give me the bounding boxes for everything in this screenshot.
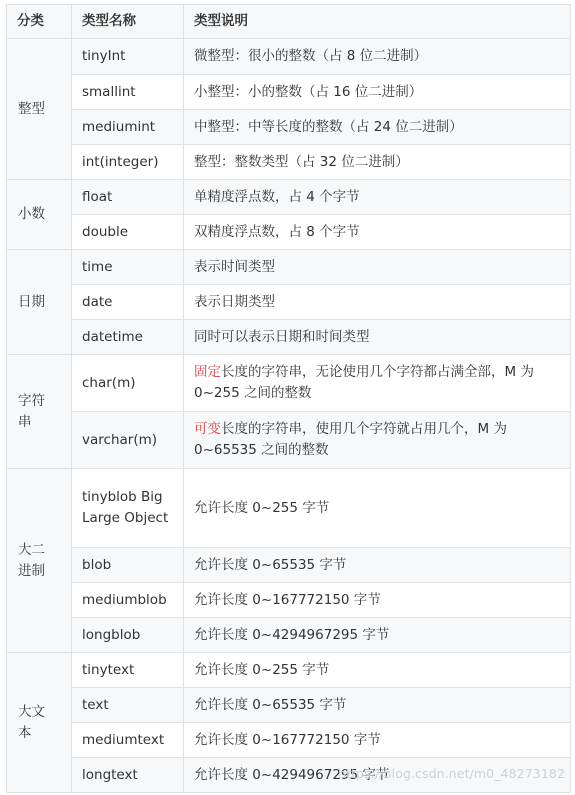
type-desc-cell: 双精度浮点数，占 8 个字节 <box>184 215 571 250</box>
type-desc-cell: 允许长度 0~65535 字节 <box>184 548 571 583</box>
type-desc-cell: 中整型：中等长度的整数（占 24 位二进制） <box>184 110 571 145</box>
table-row <box>7 618 571 653</box>
type-desc-cell: 表示时间类型 <box>184 250 571 285</box>
table-row <box>7 412 571 469</box>
type-desc-cell: 允许长度 0~167772150 字节 <box>184 723 571 758</box>
type-name-cell: int(integer) <box>72 145 184 180</box>
type-desc-cell: 同时可以表示日期和时间类型 <box>184 320 571 355</box>
type-name-cell: date <box>72 285 184 320</box>
type-desc-cell: 允许长度 0~65535 字节 <box>184 688 571 723</box>
type-name-cell: blob <box>72 548 184 583</box>
desc-text: 长度的字符串，使用几个字符就占用几个，M 为 0~65535 之间的整数 <box>194 421 507 458</box>
type-desc-cell <box>184 412 571 469</box>
type-name-cell: smallint <box>72 75 184 110</box>
table-row <box>7 723 571 758</box>
type-name-cell: double <box>72 215 184 250</box>
type-name-cell: float <box>72 180 184 215</box>
type-name-cell: text <box>72 688 184 723</box>
category-cell: 大文本 <box>7 653 72 793</box>
table-row <box>7 110 571 145</box>
highlight-text: 可变 <box>194 421 221 437</box>
category-cell: 小数 <box>7 180 72 250</box>
table-row <box>7 653 571 688</box>
type-desc-cell: 小整型：小的整数（占 16 位二进制） <box>184 75 571 110</box>
desc-text: 长度的字符串，无论使用几个字符都占满全部，M 为 0~255 之间的整数 <box>194 364 534 401</box>
type-desc-cell: 允许长度 0~167772150 字节 <box>184 583 571 618</box>
category-cell: 日期 <box>7 250 72 355</box>
category-cell: 整型 <box>7 39 72 180</box>
table-row <box>7 180 571 215</box>
header-type-desc: 类型说明 <box>184 5 571 39</box>
table-row <box>7 469 571 548</box>
type-name-cell: mediumtext <box>72 723 184 758</box>
watermark: https://blog.csdn.net/m0_48273182 <box>337 766 565 781</box>
table-row <box>7 215 571 250</box>
table-row <box>7 285 571 320</box>
type-name-cell: mediumblob <box>72 583 184 618</box>
table-row <box>7 39 571 75</box>
table-row <box>7 548 571 583</box>
category-cell: 字符串 <box>7 355 72 469</box>
type-name-cell: longblob <box>72 618 184 653</box>
type-desc-cell <box>184 355 571 412</box>
highlight-text: 固定 <box>194 364 221 380</box>
type-desc-cell: 允许长度 0~255 字节 <box>184 469 571 548</box>
type-desc-cell: 表示日期类型 <box>184 285 571 320</box>
type-name-cell: tinyblob Big Large Object <box>72 469 184 548</box>
data-types-table <box>6 4 571 793</box>
header-type-name: 类型名称 <box>72 5 184 39</box>
type-desc-cell: 允许长度 0~255 字节 <box>184 653 571 688</box>
table-row <box>7 688 571 723</box>
type-desc-cell: 单精度浮点数，占 4 个字节 <box>184 180 571 215</box>
table-row <box>7 145 571 180</box>
header-category: 分类 <box>7 5 72 39</box>
type-name-cell: tinyInt <box>72 39 184 75</box>
type-desc-cell: 整型：整数类型（占 32 位二进制） <box>184 145 571 180</box>
category-cell: 大二进制 <box>7 469 72 653</box>
type-name-cell: longtext <box>72 758 184 793</box>
table-row <box>7 320 571 355</box>
type-name-cell: time <box>72 250 184 285</box>
type-desc-cell: 允许长度 0~4294967295 字节 <box>184 758 571 793</box>
table-row <box>7 583 571 618</box>
type-name-cell: tinytext <box>72 653 184 688</box>
type-name-cell: mediumint <box>72 110 184 145</box>
type-name-cell: datetime <box>72 320 184 355</box>
type-desc-cell: 微整型：很小的整数（占 8 位二进制） <box>184 39 571 75</box>
type-name-cell: char(m) <box>72 355 184 412</box>
table-row <box>7 355 571 412</box>
table-row <box>7 75 571 110</box>
header-row <box>7 5 571 39</box>
type-desc-cell: 允许长度 0~4294967295 字节 <box>184 618 571 653</box>
type-name-cell: varchar(m) <box>72 412 184 469</box>
table-row <box>7 250 571 285</box>
